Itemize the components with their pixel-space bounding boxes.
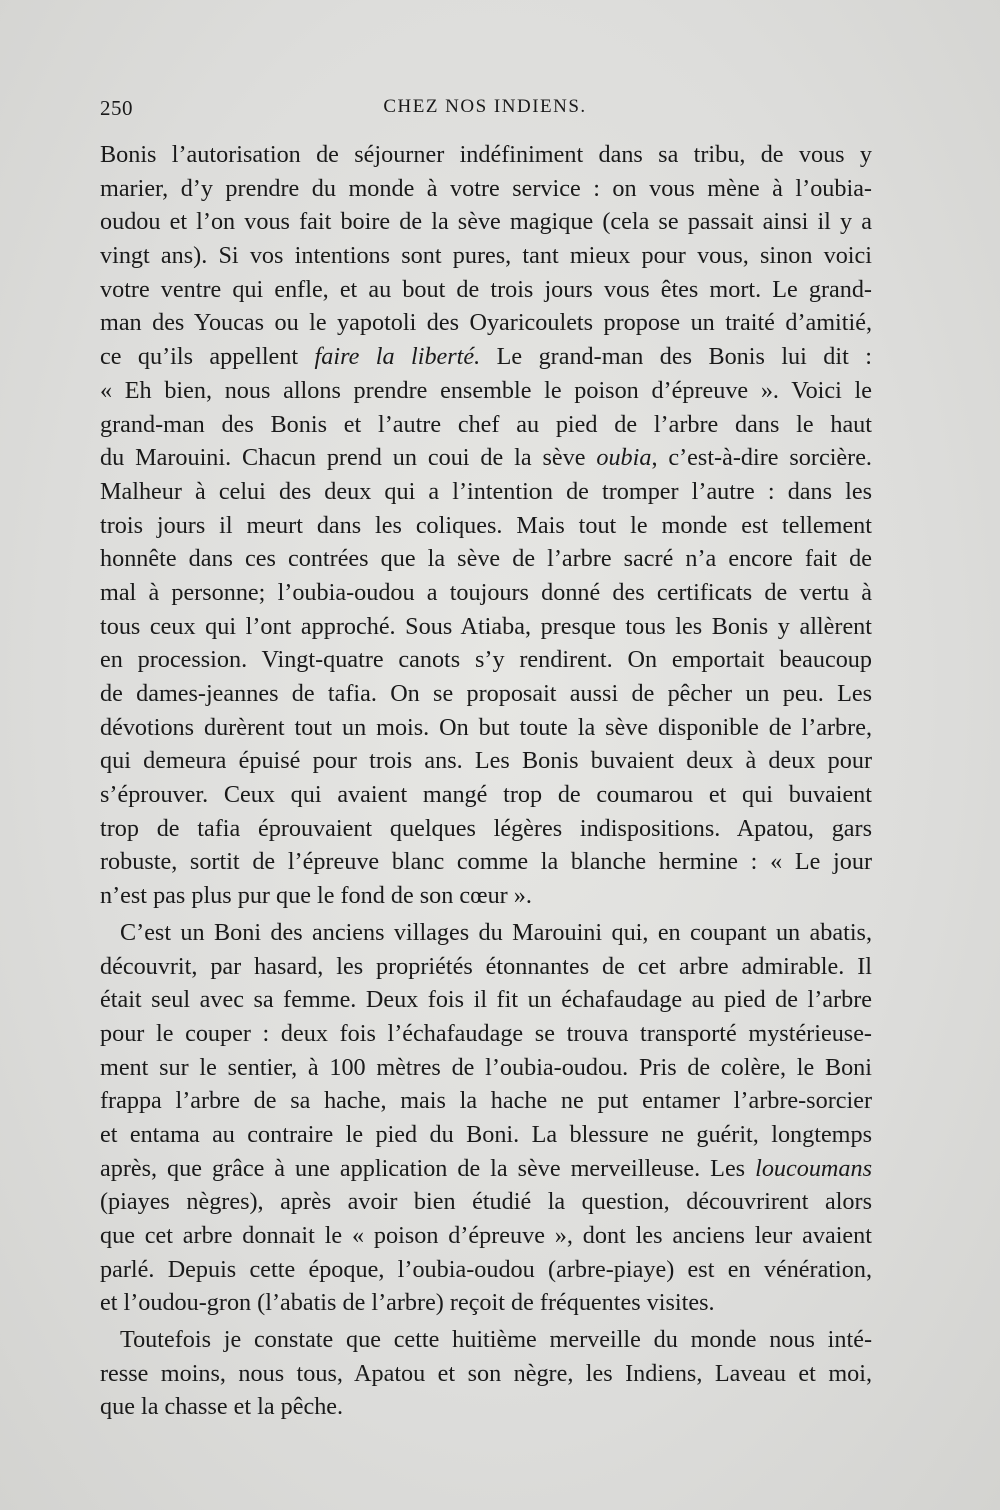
- text-line: robuste, sortit de l’épreuve blanc comme la blanche hermine : « Le jour: [100, 848, 872, 876]
- paragraph: [100, 1323, 872, 1424]
- text-line: votre ventre qui enfle, et au bout de trois jours vous êtes mort. Le grand-: [100, 275, 872, 303]
- text-line: Bonis l’autorisation de séjourner indéfiniment dans sa tribu, de vous y: [100, 141, 872, 168]
- text-line: honnête dans ces contrées que la sève de l’arbre sacré n’a encore fait de: [100, 545, 872, 573]
- text-line: [100, 1152, 872, 1186]
- text-line: découvrit, par hasard, les propriétés étonnantes de cet arbre admirable. Il: [100, 952, 872, 980]
- paragraph: [100, 916, 872, 1320]
- text-line: que la chasse et la pêche.: [100, 1393, 344, 1421]
- italic-term: oubia: [596, 444, 652, 472]
- text-line: (piayes nègres), après avoir bien étudié la question, découvrirent alors: [100, 1188, 872, 1216]
- text-line: Malheur à celui des deux qui a l’intention de tromper l’autre : dans les: [100, 477, 872, 505]
- text-line: était seul avec sa femme. Deux fois il fit un échafaudage au pied de l’arbre: [100, 986, 872, 1014]
- text-line: vingt ans). Si vos intentions sont pures, tant mieux pour vous, sinon voici: [100, 242, 872, 270]
- text-line: oudou et l’on vous fait boire de la sève magique (cela se passait ainsi il y a: [100, 208, 872, 236]
- text-line: mal à personne; l’oubia-oudou a toujours donné des certificats de vertu à: [100, 578, 872, 606]
- line-segment: après, que grâce à une application de la sève merveilleuse. Les: [100, 1154, 756, 1182]
- text-line: dévotions durèrent tout un mois. On but toute la sève disponible de l’arbre,: [100, 713, 872, 741]
- text-line: s’éprouver. Ceux qui avaient mangé trop de coumarou et qui buvaient: [100, 781, 872, 809]
- line-segment: Le grand-man des Bonis lui dit :: [480, 343, 872, 371]
- text-line: C’est un Boni des anciens villages du Marouini qui, en coupant un abatis,: [120, 918, 872, 946]
- line-segment: , c’est-à-dire sorcière.: [651, 444, 872, 472]
- text-line: que cet arbre donnait le « poison d’épreuve », dont les anciens leur avaient: [100, 1222, 872, 1249]
- text-line: [100, 441, 872, 475]
- paragraph: [100, 138, 872, 913]
- text-line: en procession. Vingt-quatre canots s’y rendirent. On emportait beaucoup: [100, 646, 872, 674]
- text-line: man des Youcas ou le yapotoli des Oyaricoulets propose un traité d’amitié,: [100, 309, 872, 337]
- text-line: marier, d’y prendre du monde à votre service : on vous mène à l’oubia-: [100, 174, 872, 202]
- text-line: [100, 340, 872, 374]
- text-line: trop de tafia éprouvaient quelques légères indispositions. Apatou, gars: [100, 814, 872, 842]
- italic-term: faire la liberté.: [314, 343, 481, 371]
- italic-term: loucoumans: [755, 1154, 872, 1182]
- text-line: et l’oudou-gron (l’abatis de l’arbre) reçoit de fréquentes visites.: [100, 1289, 715, 1317]
- text-line: de dames-jeannes de tafia. On se proposait aussi de pêcher un peu. Les: [100, 680, 872, 707]
- page-header: [100, 96, 870, 122]
- text-line: « Eh bien, nous allons prendre ensemble le poison d’épreuve ». Voici le: [100, 376, 872, 404]
- line-segment: ce qu’ils appellent: [100, 343, 315, 371]
- body-text: [100, 138, 872, 1424]
- page-number: 250: [100, 96, 133, 120]
- text-line: tous ceux qui l’ont approché. Sous Atiaba, presque tous les Bonis y allèrent: [100, 612, 872, 640]
- line-segment: du Marouini. Chacun prend un coui de la sève: [100, 444, 597, 472]
- running-head: CHEZ NOS INDIENS.: [383, 96, 587, 117]
- text-line: resse moins, nous tous, Apatou et son nègre, les Indiens, Laveau et moi,: [100, 1359, 872, 1387]
- text-line: qui demeura épuisé pour trois ans. Les Bonis buvaient deux à deux pour: [100, 747, 872, 775]
- text-line: grand-man des Bonis et l’autre chef au pied de l’arbre dans le haut: [100, 410, 872, 438]
- text-line: trois jours il meurt dans les coliques. Mais tout le monde est tellement: [100, 511, 872, 539]
- text-line: ment sur le sentier, à 100 mètres de l’oubia-oudou. Pris de colère, le Boni: [100, 1053, 872, 1081]
- text-line: et entama au contraire le pied du Boni. La blessure ne guérit, longtemps: [100, 1120, 872, 1148]
- text-line: pour le couper : deux fois l’échafaudage se trouva transporté mystérieuse-: [100, 1019, 872, 1047]
- text-line: parlé. Depuis cette époque, l’oubia-oudou (arbre-piaye) est en vénération,: [100, 1255, 872, 1283]
- text-line: Toutefois je constate que cette huitième merveille du monde nous inté-: [120, 1326, 872, 1354]
- text-line: frappa l’arbre de sa hache, mais la hache ne put entamer l’arbre-sorcier: [100, 1087, 872, 1115]
- text-line: n’est pas plus pur que le fond de son cœur ».: [100, 882, 532, 910]
